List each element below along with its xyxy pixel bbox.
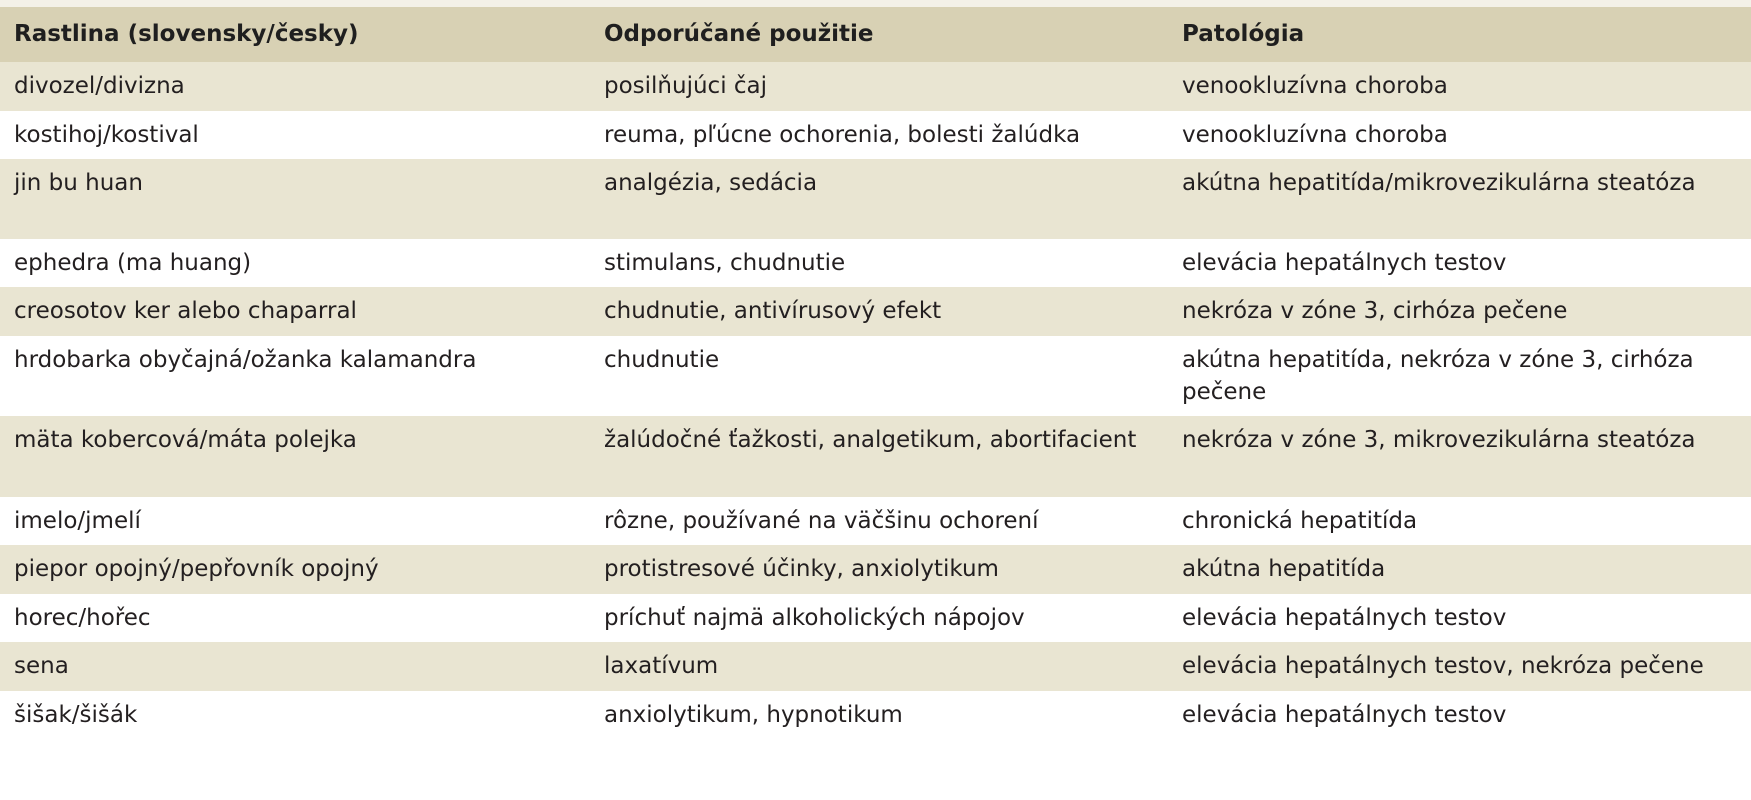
cell-use: reuma, pľúcne ochorenia, bolesti žalúdka [604,122,1081,148]
header-pathology: Patológia [1182,21,1305,47]
cell-plant: šišak/šišák [14,702,138,728]
cell-use: protistresové účinky, anxiolytikum [604,556,999,582]
cell-plant: horec/hořec [14,605,151,631]
cell-use: rôzne, používané na väčšinu ochorení [604,508,1039,534]
cell-plant: mäta kobercová/máta polejka [14,427,357,453]
table-row [0,416,1751,497]
bottom-edge-strip [0,790,1751,800]
cell-pathology: elevácia hepatálnych testov [1182,250,1507,276]
cell-pathology: elevácia hepatálnych testov [1182,605,1507,631]
table-header-row [0,7,1751,62]
cell-pathology: nekróza v zóne 3, mikrovezikulárna steatóza [1182,427,1696,453]
header-plant: Rastlina (slovensky/česky) [14,21,359,47]
cell-use: posilňujúci čaj [604,73,768,99]
cell-pathology: akútna hepatitída/mikrovezikulárna steatóza [1182,170,1696,196]
cell-plant: hrdobarka obyčajná/ožanka kalamandra [14,347,477,373]
table-row [0,691,1751,790]
table-row [0,497,1751,545]
cell-pathology: elevácia hepatálnych testov [1182,702,1507,728]
table-row [0,287,1751,336]
cell-pathology: venookluzívna choroba [1182,122,1448,148]
table-row [0,159,1751,239]
cell-plant: sena [14,653,69,679]
cell-pathology: akútna hepatitída, nekróza v zóne 3, cirhóza pečene [1182,347,1694,405]
table-row [0,545,1751,594]
cell-use: laxatívum [604,653,719,679]
cell-plant: imelo/jmelí [14,508,141,534]
cell-use: anxiolytikum, hypnotikum [604,702,903,728]
top-edge-strip [0,0,1751,7]
table-row [0,111,1751,159]
cell-plant: creosotov ker alebo chaparral [14,298,357,324]
cell-pathology: venookluzívna choroba [1182,73,1448,99]
cell-use: žalúdočné ťažkosti, analgetikum, abortifacient [604,427,1137,453]
table-row [0,594,1751,642]
cell-use: chudnutie, antivírusový efekt [604,298,942,324]
header-recommended-use: Odporúčané použitie [604,21,874,47]
table-row [0,642,1751,691]
cell-plant: kostihoj/kostival [14,122,199,148]
cell-use: chudnutie [604,347,720,373]
cell-pathology: nekróza v zóne 3, cirhóza pečene [1182,298,1568,324]
cell-pathology: elevácia hepatálnych testov, nekróza pečene [1182,653,1704,679]
cell-pathology: akútna hepatitída [1182,556,1386,582]
cell-plant: jin bu huan [14,170,143,196]
cell-use: príchuť najmä alkoholických nápojov [604,605,1025,631]
cell-plant: divozel/divizna [14,73,185,99]
cell-pathology: chronická hepatitída [1182,508,1418,534]
cell-plant: piepor opojný/pepřovník opojný [14,556,379,582]
table-row [0,62,1751,111]
cell-plant: ephedra (ma huang) [14,250,252,276]
cell-use: stimulans, chudnutie [604,250,846,276]
table-row [0,239,1751,287]
cell-use: analgézia, sedácia [604,170,818,196]
table-row [0,336,1751,416]
